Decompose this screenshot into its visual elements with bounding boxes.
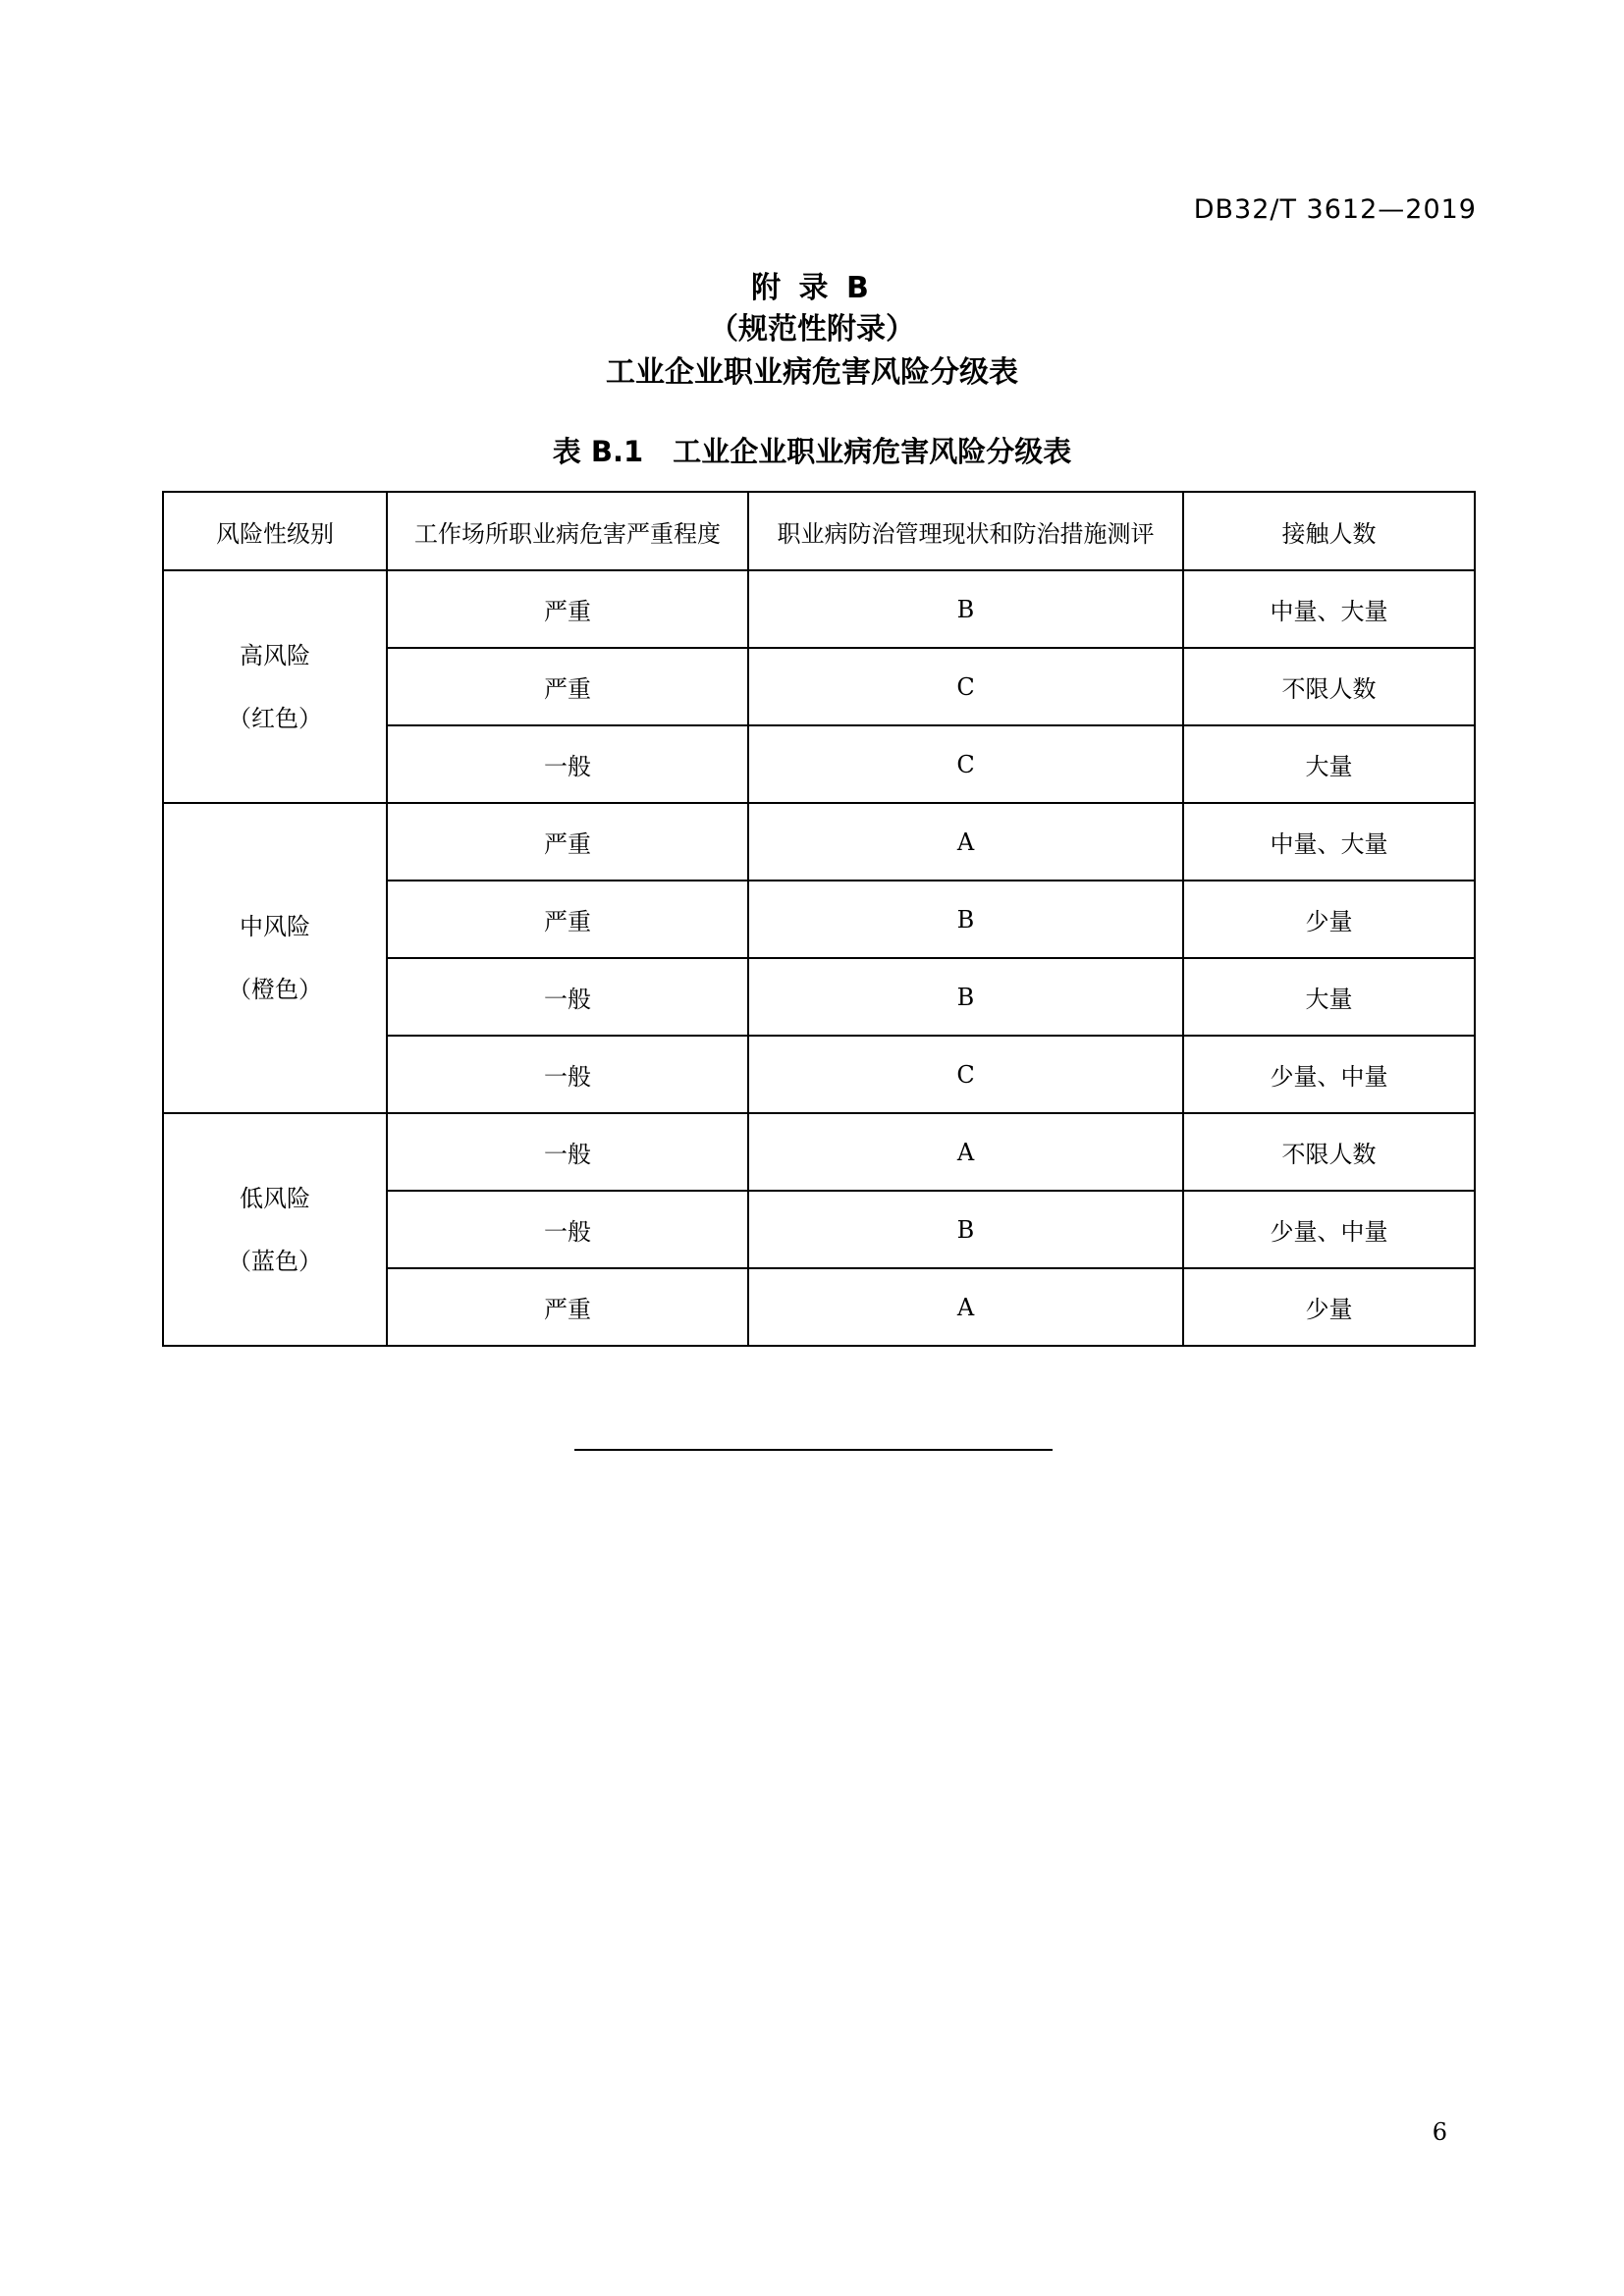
severity-cell: 严重 bbox=[387, 648, 748, 725]
exposure-cell: 少量、中量 bbox=[1183, 1036, 1475, 1113]
evaluation-cell: B bbox=[748, 881, 1183, 958]
exposure-cell: 中量、大量 bbox=[1183, 570, 1475, 648]
exposure-cell: 不限人数 bbox=[1183, 648, 1475, 725]
risk-level-cell-low bbox=[163, 1113, 387, 1346]
evaluation-cell: C bbox=[748, 1036, 1183, 1113]
severity-cell: 一般 bbox=[387, 725, 748, 803]
table-caption-title: 工业企业职业病危害风险分级表 bbox=[673, 435, 1072, 468]
header-management-evaluation: 职业病防治管理现状和防治措施测评 bbox=[748, 492, 1183, 570]
risk-level-name: 中风险 bbox=[240, 913, 310, 940]
exposure-cell: 少量、中量 bbox=[1183, 1191, 1475, 1268]
page-number: 6 bbox=[1432, 2118, 1447, 2146]
exposure-cell: 少量 bbox=[1183, 881, 1475, 958]
evaluation-cell: A bbox=[748, 803, 1183, 881]
risk-level-name: 高风险 bbox=[240, 641, 310, 669]
risk-level-color: （红色） bbox=[228, 704, 322, 732]
evaluation-cell: C bbox=[748, 648, 1183, 725]
header-risk-level: 风险性级别 bbox=[163, 492, 387, 570]
header-hazard-severity: 工作场所职业病危害严重程度 bbox=[387, 492, 748, 570]
header-exposed-count: 接触人数 bbox=[1183, 492, 1475, 570]
risk-level-cell-medium bbox=[163, 803, 387, 1113]
table-row bbox=[163, 1113, 1475, 1191]
table-row bbox=[163, 570, 1475, 648]
evaluation-cell: B bbox=[748, 570, 1183, 648]
table-caption bbox=[0, 430, 1624, 470]
document-code: DB32/T 3612—2019 bbox=[1193, 194, 1477, 225]
risk-level-cell-high bbox=[163, 570, 387, 803]
severity-cell: 严重 bbox=[387, 1268, 748, 1346]
risk-level-name: 低风险 bbox=[240, 1184, 310, 1212]
appendix-title: 附 录 B bbox=[751, 271, 873, 305]
appendix-type: （规范性附录） bbox=[709, 312, 915, 347]
severity-cell: 一般 bbox=[387, 958, 748, 1036]
evaluation-cell: A bbox=[748, 1113, 1183, 1191]
severity-cell: 一般 bbox=[387, 1113, 748, 1191]
exposure-cell: 大量 bbox=[1183, 725, 1475, 803]
risk-classification-table bbox=[162, 491, 1476, 1347]
evaluation-cell: B bbox=[748, 958, 1183, 1036]
evaluation-cell: C bbox=[748, 725, 1183, 803]
evaluation-cell: B bbox=[748, 1191, 1183, 1268]
risk-level-color: （蓝色） bbox=[228, 1247, 322, 1275]
evaluation-cell: A bbox=[748, 1268, 1183, 1346]
table-header-row bbox=[163, 492, 1475, 570]
exposure-cell: 少量 bbox=[1183, 1268, 1475, 1346]
severity-cell: 严重 bbox=[387, 570, 748, 648]
exposure-cell: 中量、大量 bbox=[1183, 803, 1475, 881]
end-of-document-line bbox=[574, 1449, 1053, 1451]
severity-cell: 一般 bbox=[387, 1036, 748, 1113]
appendix-name: 工业企业职业病危害风险分级表 bbox=[606, 355, 1018, 390]
severity-cell: 严重 bbox=[387, 803, 748, 881]
exposure-cell: 不限人数 bbox=[1183, 1113, 1475, 1191]
exposure-cell: 大量 bbox=[1183, 958, 1475, 1036]
table-row bbox=[163, 803, 1475, 881]
severity-cell: 一般 bbox=[387, 1191, 748, 1268]
table-caption-number: 表 B.1 bbox=[552, 435, 644, 468]
severity-cell: 严重 bbox=[387, 881, 748, 958]
risk-level-color: （橙色） bbox=[228, 976, 322, 1003]
